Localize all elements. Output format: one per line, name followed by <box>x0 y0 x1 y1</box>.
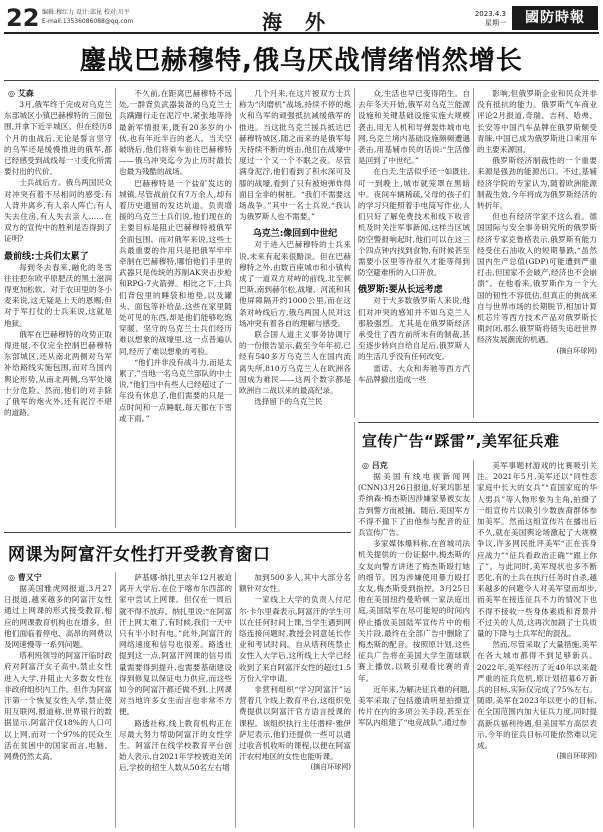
paragraph: 几个月来,在这片被双方士兵称为“肉磨机”战场,持续不停的炮火和乌军的顽强抵抗减缓俄军的推进。当这批乌克兰援兵抵达巴赫穆特城区,随之而来的是俄军每天持续不断的炮击,他们在战壕中度过一个又一个不眠之夜。尽管满身泥泞,他们看到了积水深可及膝的战壕,看到了只有被炮弹炸得面目全非的树桩。“我们不需要这场战争。”其中一名士兵说,“我认为俄罗斯人也不需要。” <box>239 89 351 222</box>
page-number: 22 <box>6 4 40 32</box>
column-divider <box>115 572 116 828</box>
paragraph: 一家线上大学的负责人付尼尔·卡尔里森表示,阿富汗的学生可以在任何时间上课,当学生遇到网络连接问题时,教授会同意延长作业和考试时间。自从塔利班禁止女性入大学后,这所线上大学已经收到了来自阿富汗女性的超过1.5万份入学申请。 <box>239 595 351 683</box>
story2-column-1 <box>4 572 112 828</box>
paragraph: 美军事题材游戏的比赛吸引关注。2021年5月,美军还以“同性恋家庭中长大的女兵”“直国家庭的华人男兵”等人物形象为主角,拍摄了一组宣传片以吸引少数族裔群体参加美军。然而这组宣传片在播出后不久,就在美国舆论场激起了大规模争议,许多网民批评美军“正在丧身应战力”“征兵看政治正确”“跟上你了”。与此同时,美军现状也多不断恶化,有的士兵在执行任务时自杀,越来越多的问题令人对美军望而却步,而美军在接连征兵不力的情况下也不得不接收一些身体素质和背景并不过关的人员,这再次加剧了士兵质量的下降与士兵军纪的混乱。 <box>477 461 597 639</box>
paragraph: 联合国人道主义事务协调厅的一份报告显示,截至今年年初,已经有540多万乌克兰人在国内流离失所,810万乌克兰人在欧洲各国成为难民——这两个数字都是欧洲自二战以来的最高纪录。 <box>239 330 351 396</box>
story1-headline: 鏖战巴赫穆特,俄乌厌战情绪悄然增长 <box>80 46 523 76</box>
column-divider <box>473 88 474 418</box>
paragraph: 塔利班领导的阿富汗临时政府对阿富汗女子高中,禁止女性进入大学,并阻止大多数女性在非政府组织内工作。但作为阿富汗第一个恢复女性入学,禁止使用互联网,报道称,世界银行的数据显示,阿富汗仅18%的人口可以上网,而对一个97%的民众生活在贫困中的国家而言,电脑、网费仍然太高。 <box>4 651 112 762</box>
paragraph: 巴赫穆特是一个盐矿发达的城镇,尽管战前仅有7万余人,却有着历史遗留的发达坑道。负责增援的乌克兰士兵们说,他们现在的主要目标是阻止巴赫穆特被俄军全面包围。而对俄军来说,这些士兵最重要的作用只是把俄军牢牢牵制在巴赫穆特,哪怕他们手里的武器只是传统的苏制AK突击步枪和RPG-7火箭弹。相比之下,士兵们背包里的睡袋和地垫,以及罐头、面包等补给品,这些在家里随处可见的东西,却是他们能够吃饱穿暖、坚守的乌克兰士兵们经历难以想象的战壕里,这一点普遍认同,经历了难以想象的考验。 <box>119 178 232 356</box>
paragraph: 对于大多数俄罗斯人来说,他们对冲突的感知并不如乌克兰人那般强烈。尤其是在俄罗斯经济承受住了西方前所未有的制裁,甚至逐步转向自给自足后,俄罗斯人的生活几乎没有任何改变。 <box>358 296 470 362</box>
story1-subhead-3: 俄罗斯:要从长远考虑 <box>358 285 443 296</box>
editor-credits <box>42 8 192 26</box>
paragraph: 非营利组织“学习阿富汗”运营着几个线上教育平台,这组织免费提供以阿富汗官方语言授课的课程。该组织执行主任潜梓·雅伊萨尼表示,他们还提供一些可以通过收音机收听的课程,以便在阿富汗农村地区的女性也能听课。 <box>239 685 351 762</box>
credits-line: 编辑:穆红力 设计:邱昆 校对:川平 <box>42 9 130 16</box>
story1-source: (摘自环球网) <box>556 346 597 355</box>
story1-subhead-1: 最前线:士兵们太累了 <box>4 251 89 262</box>
paragraph: 不久前,在距离巴赫穆特不远处,一群背负武器装备的乌克兰士兵蹒跚行走在泥泞中,紧张地等待最新军情报来,既有20多岁的小伙,也有年近半百的老人。当天空破晓后,他们将乘车前往巴赫穆特——俄乌冲突迄今为止历时最长也最为残酷的战场。 <box>119 89 232 177</box>
paragraph: 但也有经济学家不这么看。德国国际与安全事务研究所的俄罗斯经济专家克鲁格表示,俄罗斯有能力经受住石油收入的短期暴跌,“虽然国内生产总值(GDP)可能遭到严重打击,但国家不会破产,经济也不会崩溃”。在他看来,俄罗斯作为一个大国的韧性不容低估,但真正的挑战来自与世界市场的长期脱节,相加计算机芯片等西方技术产品对俄罗斯长期封闭,那么俄罗斯将错失追赶世界经济发展潮流的机遇。 <box>477 212 597 345</box>
paragraph: 加到500多人,其中大部分名额针对女性。 <box>239 573 351 594</box>
story1-column-1 <box>4 88 112 528</box>
story3-column-2 <box>477 460 597 828</box>
weekday: 星期一 <box>485 19 506 27</box>
masthead-logo: 國防時報 <box>512 6 598 30</box>
paragraph: 每到冬去春来,融化的冬雪往往把东欧平原肥沃的黑土滋润得更加松软。对于农田里的冬小麦来说,这无疑是上天的恩赐;但对于军打仗的士兵来说,这就是地狱。 <box>4 262 112 328</box>
paragraph: 3月,俄军终于完成对乌克兰东部城区小镇巴赫穆特的三面包围,并拿下近半城区。但在经历8个月的血战后,无论是誓言坚守的乌军还是缓慢推进的俄军,都已经感受到战线每一寸变化所需要付出的代价。 <box>4 100 112 177</box>
paragraph: 萨基娜·纳扎里去年12月被迫离开大学后,在位于喀布尔西部的家中尝试上网课。但仅在一周后就不得不放弃。纳扎里说:“在阿富汗上网太难了,有时候,我们一天中只有半小时有电。”此外,阿富汗的网络速度和信号也很差。路透社提到这一点,阿富汗网课的信号质量需要得到提升,也需要基础建设得到修复以保证电力供应,而这些如今的阿富汗都还做不到,上网课对当地许多女生而言也非常不方便。 <box>119 573 232 717</box>
paragraph: 影响,但俄罗斯企业和民众并非没有抵抗的能力。俄罗斯气车商业评论2月报道,奇瑞、吉利、哈弗、长安等中国汽车品牌在俄罗斯颇受青睐,中国已成为俄罗斯进口乘用车的主要来源国。 <box>477 89 597 155</box>
story2-byline: ◎ 曹又宁 <box>8 573 42 582</box>
story3-top-rule <box>358 422 599 423</box>
paragraph: 路透社称,线上教育机构正在尽最大努力帮助阿富汗的女性学生。阿富汗在线学校教育平台创始人表示,自2021年学校被迫关闭后,学校的招生人数从50名左右增 <box>119 718 232 773</box>
story3-source: (摘自环球网) <box>556 752 597 761</box>
story1-column-2 <box>119 88 232 528</box>
paragraph: 据美国雅虎网报道,3月27日报道,越来越多的阿富汗女性通过上网课的形式接受教育,相应的网课教育机构也在增多。但他们面临着停电、高昂的网费以及网速慢等一系列问题。 <box>4 584 112 650</box>
story1-subhead-2: 乌克兰:像回到中世纪 <box>252 229 338 240</box>
paragraph: 众,生活也早已变得陌生。自去年冬天开始,俄军对乌克兰能源设施和关键基础设施实施大规模袭击,用无人机和导弹轰炸城市电网,乌克兰境内基础设施频频遭遇袭击,用基辅市民的话说:“生活像是回到了中世纪。” <box>358 89 470 166</box>
story2-column-2 <box>119 572 232 828</box>
paragraph: 俄罗斯经济制裁性的一个重要来源是强劲的能源出口。不过,基辅经济学院的专家认为,随着欧洲能源制裁生效,今年将成为俄罗斯经济的转折年。 <box>477 156 597 211</box>
column-divider <box>235 88 236 528</box>
story2-top-rule <box>4 532 351 533</box>
paragraph: 据美国有线电视新闻网(CNN)3月26日报道,好莱坞影星乔纳森·梅杰斯因涉嫌家暴被女友告到警方而被捕。随后,美国军方不得不撤下了由他参与配音的征兵宣传广告。 <box>358 472 470 538</box>
column-divider <box>354 422 355 828</box>
issue-date <box>456 10 506 28</box>
story3-byline: ◎ 吕克 <box>362 461 388 470</box>
story3-headline: 宣传广告“踩雷”,美军征兵难 <box>362 432 560 450</box>
column-divider <box>115 88 116 528</box>
story1-column-4 <box>358 88 470 418</box>
story1-column-3 <box>239 88 351 528</box>
paragraph: 近年来,为解决征兵难的问题,美军采取了包括邀请明星拍摄宣传片在内的多项公关手段,甚至在军队内组建了“电竞战队”,通过参 <box>358 684 470 728</box>
story2-column-3 <box>239 572 351 828</box>
story2-source: (摘自环球网) <box>310 763 351 772</box>
story3-column-1 <box>358 460 470 828</box>
paragraph: 俄军在巴赫穆特的攻势正取得进展,不仅完全控制巴赫穆特东部城区,还从南北两侧对乌军补给路线实施包围,而对乌国内舆论形势,从南北两侧,乌军处境十分危险。然而,他们的对手除了俄军的炮火外,还有泥泞不堪的道路。 <box>4 329 112 418</box>
paragraph: 对于进入巴赫穆特的士兵来说,未来有起来很黯淡。但在巴赫穆特之外,由数百座城市和小镇构成了一道双方对峙的前线,北至顿巴斯,南到赫尔松,战壕、河流和其他屏障隔开约1000公里,而在这条对峙线后方,俄乌两国人民对这场冲突有着各自的理解与感受。 <box>239 240 351 328</box>
paragraph: 多家媒体爆料称,在首城司法机关提供的一份证据中,梅杰斯的女友向警方讲述了梅杰斯殴打她的细节。因为涉嫌使用暴力殴打女友,梅杰斯受到指控。3月25日他在美国纽约曼哈顿一家法庭出庭,美国陆军在尽可能短的时间内停止播放美国陆军宣传片中的相关片段,最终在全部广告中删除了梅杰斯的配音。按照原计划,这些征兵广告将在美国大学生篮球联赛上播放,以吸引观看比赛的青年。 <box>358 539 470 683</box>
story2-headline: 网课为阿富汗女性打开受教育窗口 <box>8 545 271 565</box>
paragraph: 然而,尽管采取了大量措施,美军在各大城市都得不到足够新兵。2022年,美军经历了近40年以来最严重的征兵危机,原计划招募6万新兵的目标,实际仅完成了75%左右。随即,美军在2023年以更小的目标,在全国范围内加大征兵力度,同时提高新兵福利待遇,但美国军方高层表示,今年的征兵目标可能依然难以完成。 <box>477 640 597 751</box>
paragraph: 雷诺、大众和奔驰等西方汽车品牌撤出造成一些 <box>358 363 470 384</box>
column-divider <box>473 460 474 828</box>
column-divider <box>354 88 355 418</box>
date-value: 2023.4.3 <box>474 10 506 18</box>
section-title: 海 外 <box>262 10 333 34</box>
paragraph: 在白天,生活似乎还一如既往,可一到晚上,城市就笼罩在黑暗中。夜间车辆稀疏,父母的孩子们的学习只能照着手电筒写作业,人们只好了解免费技术和线下收音机及时关注军事新闻,这样当区域防空警报响起时,他们可以在这三个四点钟内找到食物,有时候甚至需要小区里等待很久才能等得到防空避难所的入口开放。 <box>358 167 470 278</box>
paragraph: 士兵战后方。俄乌两国民众对冲突有着不尽相同的感受:有人背井离乡,有人亲人阵亡;有人失去住房,有人失去亲人……在双方的宣传中的胜利是否得到了证明? <box>4 178 112 244</box>
column-divider <box>235 572 236 828</box>
paragraph: “他们并非没有战斗力,而是太累了,”当地一名乌克兰部队的中士说,“他们当中有些人已经超过了一年没有休息了,他们需要的只是一点时间和一点睡眠,每天都在下雪或下雨。” <box>119 357 232 423</box>
credits-email: E-mail:13536086088@qq.com <box>42 18 134 25</box>
page-header <box>4 4 599 34</box>
paragraph: 选择留下的乌克兰民 <box>254 397 323 407</box>
story1-byline: ◎ 艾森 <box>8 89 34 98</box>
headline-rule <box>4 80 599 81</box>
story1-column-5 <box>477 88 597 418</box>
